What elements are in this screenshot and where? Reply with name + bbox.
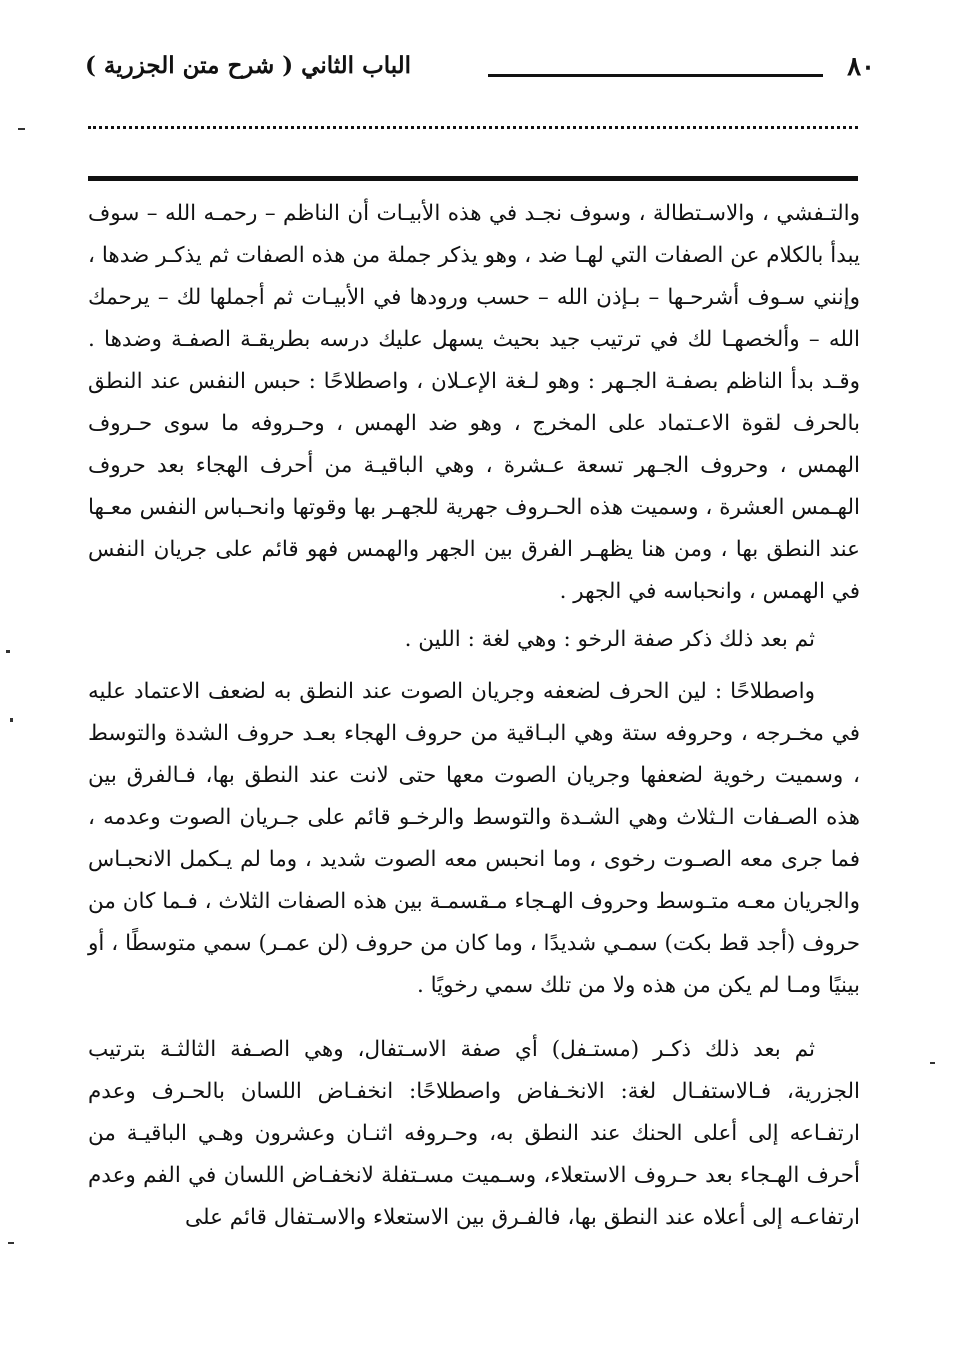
dotted-divider: [88, 126, 858, 129]
margin-mark: [8, 1242, 14, 1244]
page-header: [85, 52, 875, 92]
margin-mark: [6, 650, 10, 653]
header-rule: [488, 74, 823, 77]
chapter-title: الباب الثاني ( شرح متن الجزرية ): [85, 52, 412, 79]
thick-divider: [88, 176, 858, 181]
paragraph: والتـفشي ، والاسـتطالة ، وسوف نجـد في هذه الأبيـات أن الناظم – رحمـه الله – سوف يبدأ بالكلام عن الصفات التي لهـا ضد ، وهو يذكر جملة من هذه الصفات ثم يذكـر ضدها ، وإنني سـوف أشرحـها – بـإذن الله – حسب ورودها في الأبيـات ثم أجملها لك – يرحمك الله – وألخصهـا لك في ترتيب جيد بحيث يسهل عليك درسه بطريقـة الصفـة وضدها . وقـد بدأ الناظم بصفـة الجـهر : وهو لـغة الإعـلان ، واصطلاحًا : حبس النفس عند النطق بالحرف لقوة الاعـتماد على المخرج ، وهو ضد الهمس ، وحـروفه ما سوى حـروف الهمس ، وحروف الجـهر تسعة عـشرة ، وهي الباقيـة من أحرف الهجاء بعد حروف الهـمس العشرة ، وسميت هذه الحـروف جهرية للجهـر بها وقوتها وانحـباس النفس معـها عند النطق بها ، ومن هنا يظهـر الفرق بين الجهر والهمس فهو قائم على جريان النفس في الهمس ، وانحباسه في الجهر .: [88, 201, 860, 604]
paragraph: ثم بعد ذلك ذكر صفة الرخو : وهي لغة : اللين .: [404, 627, 815, 652]
page-number: ٨٠: [847, 52, 875, 82]
paragraph: ثم بعد ذلك ذكـر (مستـفل) أي صفة الاسـتفال، وهي الصـفة الثالثـة بترتيب الجزرية، فـالاستفـال لغة: الانخـفاض واصطلاحًا: انخفـاض اللسان بالحـرف وعدم ارتفـاعه إلى أعلى الحنك عند النطق به، وحـروفه اثنـان وعشرون وهـي الباقيـة من أحرف الهـجاء بعد حـروف الاستعلاء، وسـميت مسـتفلة لانخفـاض اللسان في الفم وعدم ارتفاعـه إلى أعلاه عند النطق بها، فالفـرق بين الاستعلاء والاسـتفال قائم على: [88, 1037, 860, 1230]
margin-mark: [10, 718, 13, 722]
paragraph: واصطلاحًا : لين الحرف لضعفه وجريان الصوت عند النطق به لضعف الاعتماد عليه في مخـرجه ، وحروفه ستة وهي البـاقية من حروف الهجاء بعـد حروف الشدة والتوسط ، وسميت رخوية لضعفها وجريان الصوت معها حتى لانت عند النطق بها، فـالفرق بين هذه الصـفات الـثلاث وهي الشـدة والتوسط والرخـو قائم على جـريان الصوت وعدمه ، فما جرى معه الصـوت رخوى ، وما انحبس معه الصوت شديد ، وما لم يـكمل الانحبـاس والجريان معـه متـوسط وحروف الهـجاء مـقسمـة بين هذه الصفات الثلاث ، فـما كان من حروف (أجد قط بكت) سمـي شديدًا ، وما كان من حروف (لن عمـر) سمي متوسطًا ، أو بينيًا ومـا لم يكن من هذه ولا من تلك سمي رخويًا .: [88, 679, 861, 998]
margin-mark: [930, 1062, 935, 1064]
margin-mark: [18, 128, 25, 130]
body-text: [88, 193, 860, 1239]
